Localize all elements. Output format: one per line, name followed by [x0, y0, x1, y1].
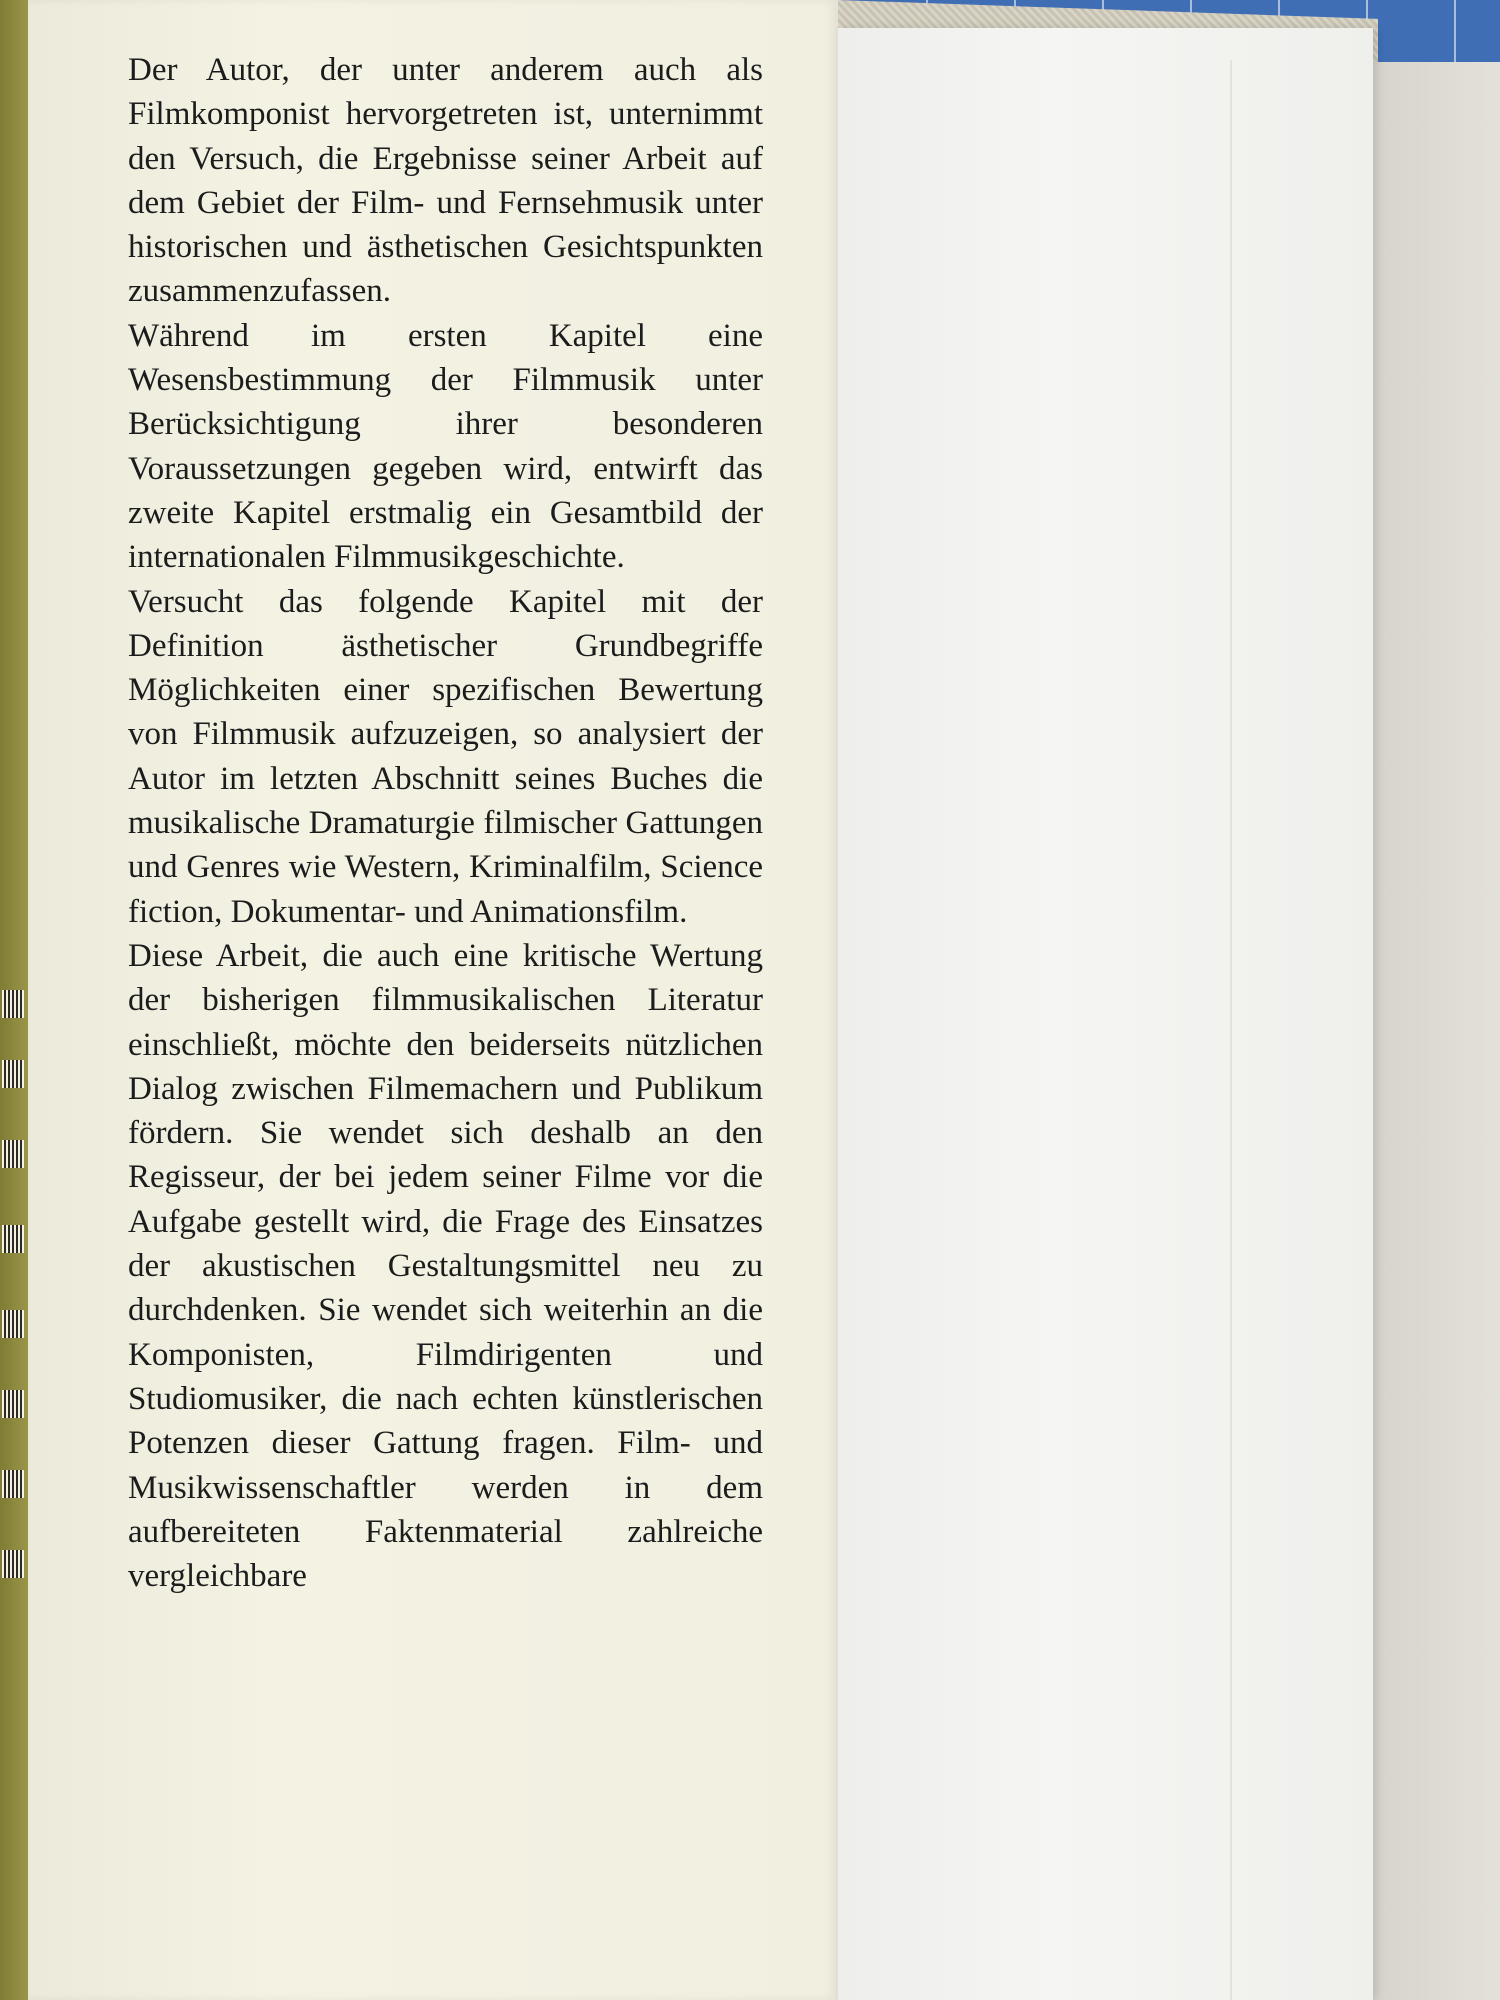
book-cover-board: [1368, 62, 1500, 2000]
flap-blurb: [128, 48, 763, 1598]
blurb-paragraph-4: Diese Arbeit, die auch eine kritische Wertung der bisherigen filmmusikalischen Literatur einschließt, möchte den beiderseits nützlichen Dialog zwischen Filmemachern und Publikum fördern. Sie wendet sich deshalb an den Regisseur, der bei jedem seiner Filme vor die Aufgabe gestellt wird, die Frage des Einsatzes der akustischen Gestaltungsmittel neu zu durchdenken. Sie wendet sich weiterhin an die Komponisten, Filmdirigenten und Studiomusiker, die nach echten künstlerischen Potenzen dieser Gattung fragen. Film- und Musikwissenschaftler werden in dem aufbereiteten Faktenmaterial zahlreiche vergleichbare: [128, 937, 763, 1595]
blurb-paragraph-3: Versucht das folgende Kapitel mit der Definition ästhetischer Grundbegriffe Möglichkeiten einer spezifischen Bewertung von Filmmusik aufzuzeigen, so analysiert der Autor im letzten Abschnitt seines Buches die musikalische Dramaturgie filmischer Gattungen und Genres wie Western, Kriminalfilm, Science fiction, Dokumentar- und Animationsfilm.: [128, 583, 763, 930]
edge-mark: [2, 1225, 24, 1253]
edge-mark: [2, 1140, 24, 1168]
olive-book-edge: [0, 0, 28, 2000]
blurb-paragraph-2: Während im ersten Kapitel eine Wesensbestimmung der Filmmusik unter Berücksichtigung ihrer besonderen Voraussetzungen gegeben wird, entwirft das zweite Kapitel erstmalig ein Gesamtbild der internationalen Filmmusikgeschichte.: [128, 317, 763, 576]
blurb-paragraph-1: Der Autor, der unter anderem auch als Filmkomponist hervorgetreten ist, unternimmt den Versuch, die Ergebnisse seiner Arbeit auf dem Gebiet der Film- und Fernsehmusik unter historischen und ästhetischen Gesichtspunkten zusammenzufassen.: [128, 52, 763, 310]
endpaper-page: [838, 28, 1373, 2000]
edge-mark: [2, 1060, 24, 1088]
edge-mark: [2, 990, 24, 1018]
edge-bar-marks: [2, 990, 24, 1630]
edge-mark: [2, 1390, 24, 1418]
edge-mark: [2, 1550, 24, 1578]
edge-mark: [2, 1470, 24, 1498]
dust-jacket-flap: [28, 0, 838, 2000]
edge-mark: [2, 1310, 24, 1338]
page-fold-line: [1230, 60, 1232, 2000]
